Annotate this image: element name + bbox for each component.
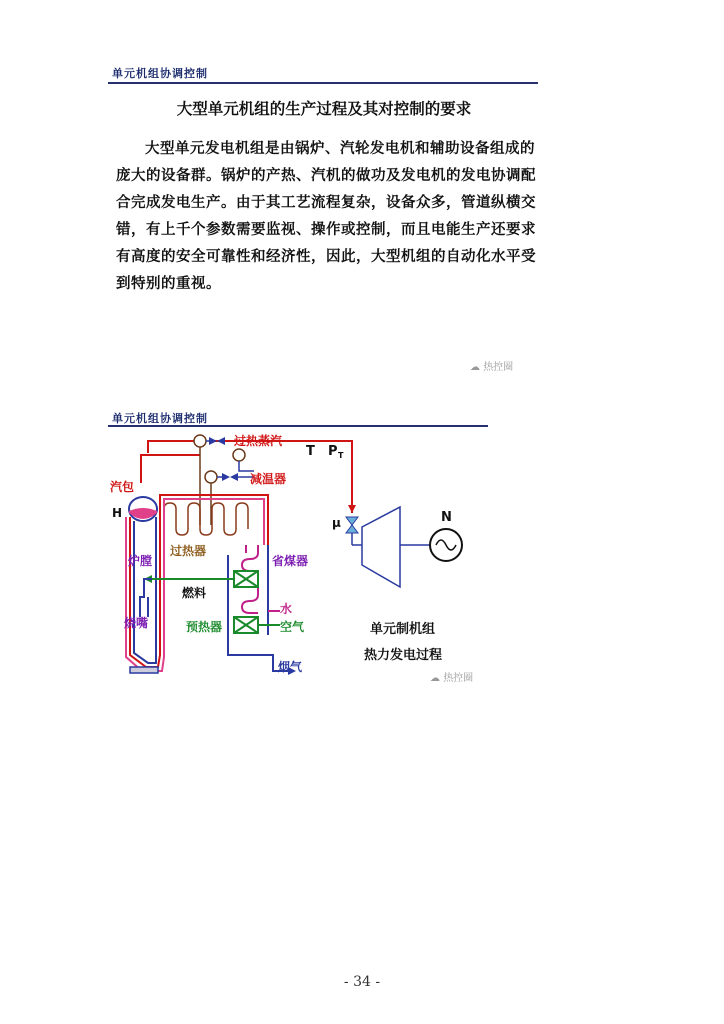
watermark-text: 热控圈 — [443, 673, 474, 684]
label-fuel: 燃料 — [182, 586, 207, 600]
label-flue-gas: 烟气 — [278, 660, 303, 674]
label-P-sub: T — [338, 451, 344, 460]
heat-exchanger-upper — [234, 571, 258, 587]
burner — [140, 579, 152, 617]
header-rule — [108, 82, 538, 84]
label-economizer: 省煤器 — [272, 554, 309, 568]
label-mu: μ — [332, 516, 341, 530]
label-preheater: 预热器 — [186, 620, 223, 634]
heat-exchanger-lower — [234, 617, 258, 633]
label-furnace: 炉膛 — [128, 554, 153, 568]
label-burner: 烧嘴 — [124, 616, 149, 630]
label-superheater: 过热器 — [170, 544, 207, 558]
superheater-coils — [164, 503, 248, 537]
steam-drum — [129, 497, 157, 521]
caption-line-2: 热力发电过程 — [364, 648, 443, 663]
watermark — [430, 669, 473, 684]
label-H: H — [112, 506, 123, 520]
air-lines — [152, 579, 280, 625]
intro-paragraph: 大型单元发电机组是由锅炉、汽轮发电机和辅助设备组成的庞大的设备群。锅炉的产热、汽机的做功及发电机的发电协调配合完成发电生产。由于其工艺流程复杂，设备众多，管道纵横交错，有上千个参数需要监视、操作或控制，而且电能生产还要求有高度的安全可靠性和经济性，因此，大型机组的自动化水平受到特别的重视。 — [116, 140, 536, 292]
watermark — [470, 358, 513, 373]
thermal-process-diagram — [108, 405, 493, 695]
generator-icon — [430, 529, 462, 561]
caption-line-1: 单元制机组 — [370, 622, 436, 637]
label-desuperheater: 减温器 — [250, 472, 287, 486]
slide-diagram — [108, 405, 493, 695]
label-T: T — [306, 444, 315, 459]
page-number: - 34 - — [343, 974, 381, 990]
slide-header: 单元机组协调控制 — [112, 67, 208, 80]
wechat-icon: ☁ — [430, 673, 440, 684]
label-air: 空气 — [280, 620, 305, 634]
turbine-valve-icon — [346, 517, 358, 533]
slide-header: 单元机组协调控制 — [112, 412, 208, 425]
turbine — [352, 507, 400, 587]
label-N: N — [441, 510, 452, 525]
label-water: 水 — [280, 602, 293, 616]
label-superheated-steam: 过热蒸汽 — [234, 434, 283, 448]
slide-intro — [108, 60, 540, 388]
watermark-text: 热控圈 — [483, 362, 514, 373]
label-P: P — [328, 444, 338, 459]
label-drum: 汽包 — [110, 480, 135, 494]
wechat-icon: ☁ — [470, 362, 480, 373]
slide-title: 大型单元机组的生产过程及其对控制的要求 — [176, 99, 472, 118]
